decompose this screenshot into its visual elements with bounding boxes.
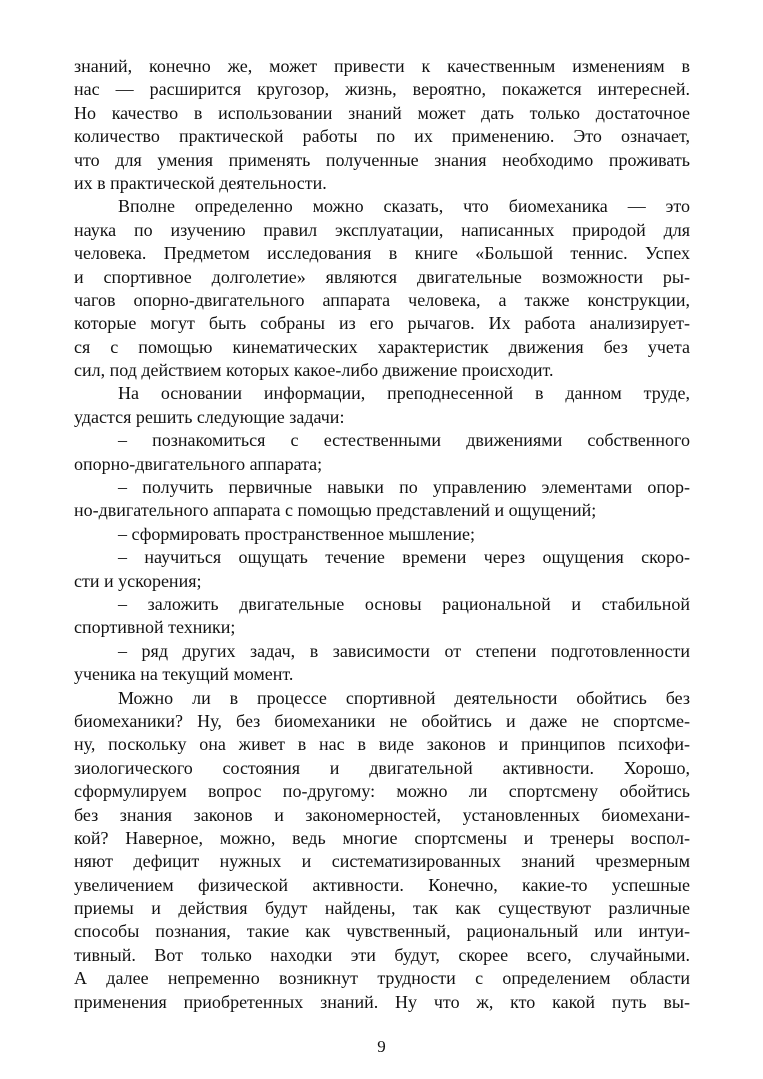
text-line: сил, под действием которых какое-либо движение происходит. bbox=[74, 360, 554, 381]
text-line: опорно-двигательного аппарата; bbox=[74, 453, 323, 474]
text-line: и спортивное долголетие» являются двигательные возможности ры- bbox=[74, 266, 690, 287]
text-line: их в практической деятельности. bbox=[74, 172, 327, 193]
text-line: ученика на текущий момент. bbox=[74, 664, 294, 685]
text-line: чагов опорно-двигательного аппарата человека, а также конструкции, bbox=[74, 289, 690, 310]
page-body bbox=[74, 55, 690, 1014]
text-line: – получить первичные навыки по управлению элементами опор- bbox=[118, 477, 690, 498]
text-line: что для умения применять полученные знания необходимо проживать bbox=[74, 149, 690, 170]
text-line: А далее непременно возникнут трудности с определением области bbox=[74, 968, 690, 989]
text-line: применения приобретенных знаний. Ну что ж, кто какой путь вы- bbox=[74, 991, 690, 1012]
list-item bbox=[74, 593, 690, 640]
text-line: наука по изучению правил эксплуатации, написанных природой для bbox=[74, 219, 690, 240]
text-line: ну, поскольку она живет в нас в виде законов и принципов психофи- bbox=[74, 734, 690, 755]
text-line: – познакомиться с естественными движениями собственного bbox=[118, 430, 690, 451]
text-line: но-двигательного аппарата с помощью представлений и ощущений; bbox=[74, 500, 597, 521]
text-line: человека. Предметом исследования в книге «Большой теннис. Успех bbox=[74, 243, 690, 264]
list-item bbox=[74, 640, 690, 687]
text-line: которые могут быть собраны из его рычагов. Их работа анализирует- bbox=[74, 313, 690, 334]
text-line: Но качество в использовании знаний может дать только достаточное bbox=[74, 102, 690, 123]
text-line: биомеханики? Ну, без биомеханики не обойтись и даже не спортсме- bbox=[74, 710, 690, 731]
paragraph-sports-without-biomechanics bbox=[74, 687, 690, 1014]
list-item bbox=[74, 546, 690, 593]
text-line: Можно ли в процессе спортивной деятельности обойтись без bbox=[118, 687, 690, 708]
list-item bbox=[74, 476, 690, 523]
text-line: количество практической работы по их применению. Это означает, bbox=[74, 126, 690, 147]
text-line: кой? Наверное, можно, ведь многие спортсмены и тренеры воспол- bbox=[74, 827, 690, 848]
text-line: На основании информации, преподнесенной в данном труде, bbox=[118, 383, 690, 404]
text-line: – научиться ощущать течение времени через ощущения скоро- bbox=[118, 547, 690, 568]
text-line: способы познания, такие как чувственный, рациональный или интуи- bbox=[74, 921, 690, 942]
paragraph-biomechanics-definition bbox=[74, 195, 690, 382]
list-item bbox=[74, 523, 690, 546]
text-line: Вполне определенно можно сказать, что биомеханика — это bbox=[118, 196, 690, 217]
text-line: сформулируем вопрос по-другому: можно ли спортсмену обойтись bbox=[74, 781, 690, 802]
text-line: удастся решить следующие задачи: bbox=[74, 406, 345, 427]
text-line: зиологического состояния и двигательной активности. Хорошо, bbox=[74, 757, 690, 778]
paragraph-1 bbox=[74, 55, 690, 195]
text-line: ся с помощью кинематических характеристик движения без учета bbox=[74, 336, 690, 357]
text-line: увеличением физической активности. Конечно, какие-то успешные bbox=[74, 874, 690, 895]
text-line: тивный. Вот только находки эти будут, скорее всего, случайными. bbox=[74, 944, 690, 965]
text-line: – заложить двигательные основы рациональной и стабильной bbox=[118, 593, 690, 614]
text-line: няют дефицит нужных и систематизированных знаний чрезмерным bbox=[74, 851, 690, 872]
list-item bbox=[74, 429, 690, 476]
text-line: знаний, конечно же, может привести к качественным изменениям в bbox=[74, 56, 690, 76]
text-line: нас — расширится кругозор, жизнь, вероятно, покажется интересней. bbox=[74, 79, 690, 100]
page-number: 9 bbox=[377, 1037, 386, 1056]
text-line: спортивной техники; bbox=[74, 617, 236, 638]
text-line: – ряд других задач, в зависимости от степени подготовленности bbox=[118, 640, 690, 661]
paragraph-tasks-intro bbox=[74, 382, 690, 429]
text-line: – сформировать пространственное мышление; bbox=[118, 523, 476, 544]
text-line: приемы и действия будут найдены, так как существуют различные bbox=[74, 898, 690, 919]
text-line: сти и ускорения; bbox=[74, 570, 202, 591]
text-line: без знания законов и закономерностей, установленных биомехани- bbox=[74, 804, 690, 825]
